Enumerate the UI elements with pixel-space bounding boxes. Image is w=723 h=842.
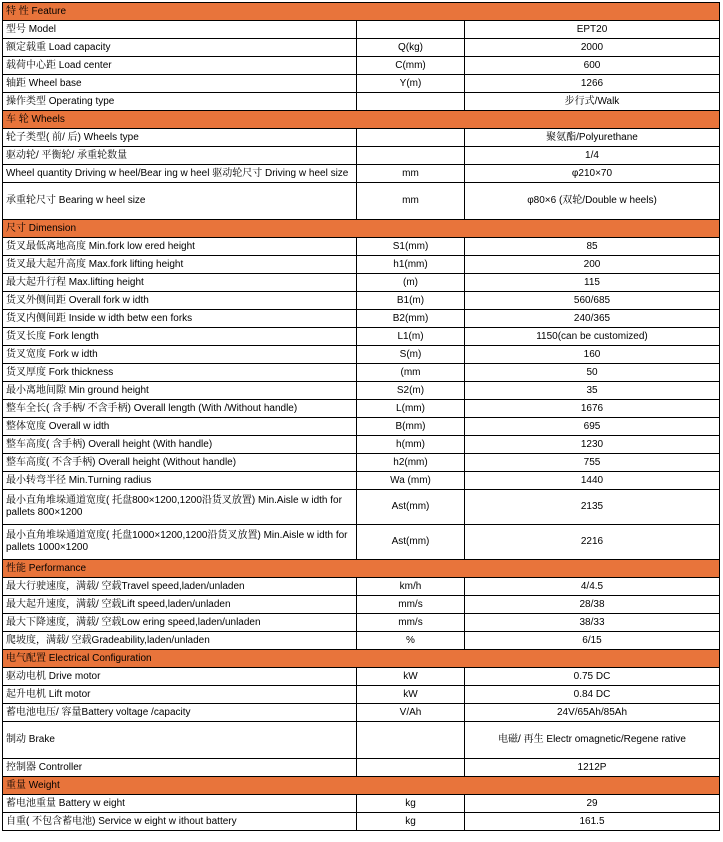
table-row [3,722,720,759]
row-label: 轮子类型( 前/ 后) Wheels type [3,129,357,147]
row-label: 最小直角堆垛通道宽度( 托盘800×1200,1200沿货叉放置) Min.Aisle w idth for pallets 800×1200 [3,490,357,525]
table-row [3,704,720,722]
row-value: 1150(can be customized) [465,328,720,346]
row-value: 115 [465,274,720,292]
row-unit: % [357,632,465,650]
row-label: 货叉宽度 Fork w idth [3,346,357,364]
table-row [3,129,720,147]
row-value: 160 [465,346,720,364]
row-label: 载荷中心距 Load center [3,57,357,75]
row-label: 控制器 Controller [3,759,357,777]
row-value: 1/4 [465,147,720,165]
table-row [3,813,720,831]
table-row [3,328,720,346]
section-header-weight [3,777,720,795]
row-unit: kg [357,795,465,813]
row-label: 型号 Model [3,21,357,39]
table-row [3,795,720,813]
row-unit: kW [357,686,465,704]
row-unit: Ast(mm) [357,490,465,525]
table-row [3,21,720,39]
table-row [3,93,720,111]
row-label: 整车全长( 含手柄/ 不含手柄) Overall length (With /Without handle) [3,400,357,418]
row-value: 0.84 DC [465,686,720,704]
row-unit [357,21,465,39]
row-value: 28/38 [465,596,720,614]
row-value: 240/365 [465,310,720,328]
row-value: 38/33 [465,614,720,632]
table-row [3,274,720,292]
table-row [3,364,720,382]
row-value: 50 [465,364,720,382]
row-unit: mm [357,165,465,183]
table-row [3,400,720,418]
section-title: 特 性 Feature [3,3,720,21]
row-value: 85 [465,238,720,256]
row-unit: S2(m) [357,382,465,400]
section-header-feature [3,3,720,21]
row-unit: B2(mm) [357,310,465,328]
row-label: 最大起升速度，满载/ 空载Lift speed,laden/unladen [3,596,357,614]
row-value: 0.75 DC [465,668,720,686]
row-label: 最大行驶速度，满载/ 空载Travel speed,laden/unladen [3,578,357,596]
row-label: 货叉长度 Fork length [3,328,357,346]
row-label: 制动 Brake [3,722,357,759]
row-label: 蓄电池重量 Battery w eight [3,795,357,813]
section-title: 电气配置 Electrical Configuration [3,650,720,668]
row-value: 2216 [465,525,720,560]
row-value: 聚氨酯/Polyurethane [465,129,720,147]
row-label: 最大起升行程 Max.lifting height [3,274,357,292]
table-row [3,668,720,686]
row-value: 1230 [465,436,720,454]
table-row [3,310,720,328]
row-value: 2000 [465,39,720,57]
row-unit: h2(mm) [357,454,465,472]
row-unit: (m) [357,274,465,292]
table-row [3,57,720,75]
section-header-performance [3,560,720,578]
row-label: 驱动电机 Drive motor [3,668,357,686]
row-value: 560/685 [465,292,720,310]
row-label: 货叉内侧间距 Inside w idth betw een forks [3,310,357,328]
row-unit: Ast(mm) [357,525,465,560]
section-header-electrical [3,650,720,668]
table-row [3,165,720,183]
table-row [3,578,720,596]
spec-table [2,2,720,831]
row-label: 货叉最低离地高度 Min.fork low ered height [3,238,357,256]
row-unit: L1(m) [357,328,465,346]
row-value: 1440 [465,472,720,490]
table-row [3,75,720,93]
row-unit [357,93,465,111]
row-unit [357,147,465,165]
row-value: 步行式/Walk [465,93,720,111]
section-header-dimension [3,220,720,238]
row-value: 755 [465,454,720,472]
row-unit [357,129,465,147]
table-row [3,686,720,704]
row-label: 轴距 Wheel base [3,75,357,93]
row-unit: h1(mm) [357,256,465,274]
row-label: 货叉外侧间距 Overall fork w idth [3,292,357,310]
row-label: 货叉最大起升高度 Max.fork lifting height [3,256,357,274]
section-title: 车 轮 Wheels [3,111,720,129]
row-value: 2135 [465,490,720,525]
row-label: 整车高度( 含手柄) Overall height (With handle) [3,436,357,454]
row-label: Wheel quantity Driving w heel/Bear ing w heel 驱动轮尺寸 Driving w heel size [3,165,357,183]
row-unit: Y(m) [357,75,465,93]
row-value: 695 [465,418,720,436]
row-value: 24V/65Ah/85Ah [465,704,720,722]
row-unit: kW [357,668,465,686]
table-row [3,759,720,777]
row-value: 电磁/ 再生 Electr omagnetic/Regene rative [465,722,720,759]
section-title: 重量 Weight [3,777,720,795]
row-unit: B(mm) [357,418,465,436]
row-value: 4/4.5 [465,578,720,596]
table-row [3,436,720,454]
row-unit: (mm [357,364,465,382]
table-row [3,418,720,436]
row-unit: S(m) [357,346,465,364]
table-row [3,346,720,364]
section-title: 尺寸 Dimension [3,220,720,238]
row-value: 1266 [465,75,720,93]
table-row [3,596,720,614]
row-value: 35 [465,382,720,400]
row-label: 最大下降速度，满载/ 空载Low ering speed,laden/unladen [3,614,357,632]
table-row [3,382,720,400]
row-value: 1676 [465,400,720,418]
row-unit: h(mm) [357,436,465,454]
row-unit: C(mm) [357,57,465,75]
row-value: φ80×6 (双轮/Double w heels) [465,183,720,220]
row-value: 161.5 [465,813,720,831]
row-label: 额定载重 Load capacity [3,39,357,57]
table-row [3,490,720,525]
row-value: EPT20 [465,21,720,39]
section-header-wheels [3,111,720,129]
table-row [3,39,720,57]
row-label: 整车高度( 不含手柄) Overall height (Without handle) [3,454,357,472]
section-title: 性能 Performance [3,560,720,578]
row-label: 承重轮尺寸 Bearing w heel size [3,183,357,220]
row-label: 最小转弯半径 Min.Turning radius [3,472,357,490]
row-label: 自重( 不包含蓄电池) Service w eight w ithout battery [3,813,357,831]
row-value: 200 [465,256,720,274]
row-value: φ210×70 [465,165,720,183]
row-value: 1212P [465,759,720,777]
row-value: 600 [465,57,720,75]
table-row [3,525,720,560]
row-unit: km/h [357,578,465,596]
row-unit: mm [357,183,465,220]
spec-table-wrapper [2,2,719,831]
table-row [3,256,720,274]
row-value: 6/15 [465,632,720,650]
row-unit: S1(mm) [357,238,465,256]
table-row [3,292,720,310]
table-row [3,238,720,256]
table-row [3,472,720,490]
row-unit [357,722,465,759]
table-row [3,454,720,472]
table-row [3,632,720,650]
row-value: 29 [465,795,720,813]
table-row [3,147,720,165]
row-unit: mm/s [357,614,465,632]
row-label: 蓄电池电压/ 容量Battery voltage /capacity [3,704,357,722]
row-label: 起升电机 Lift motor [3,686,357,704]
row-unit: Q(kg) [357,39,465,57]
table-row [3,614,720,632]
row-label: 货叉厚度 Fork thickness [3,364,357,382]
row-unit: B1(m) [357,292,465,310]
row-label: 最小离地间隙 Min ground height [3,382,357,400]
row-unit: L(mm) [357,400,465,418]
row-unit: kg [357,813,465,831]
row-unit: mm/s [357,596,465,614]
row-label: 整体宽度 Overall w idth [3,418,357,436]
row-unit: Wa (mm) [357,472,465,490]
row-unit [357,759,465,777]
row-label: 最小直角堆垛通道宽度( 托盘1000×1200,1200沿货叉放置) Min.Aisle w idth for pallets 1000×1200 [3,525,357,560]
row-unit: V/Ah [357,704,465,722]
table-row [3,183,720,220]
row-label: 驱动轮/ 平衡轮/ 承重轮数量 [3,147,357,165]
row-label: 操作类型 Operating type [3,93,357,111]
row-label: 爬坡度，满载/ 空载Gradeability,laden/unladen [3,632,357,650]
